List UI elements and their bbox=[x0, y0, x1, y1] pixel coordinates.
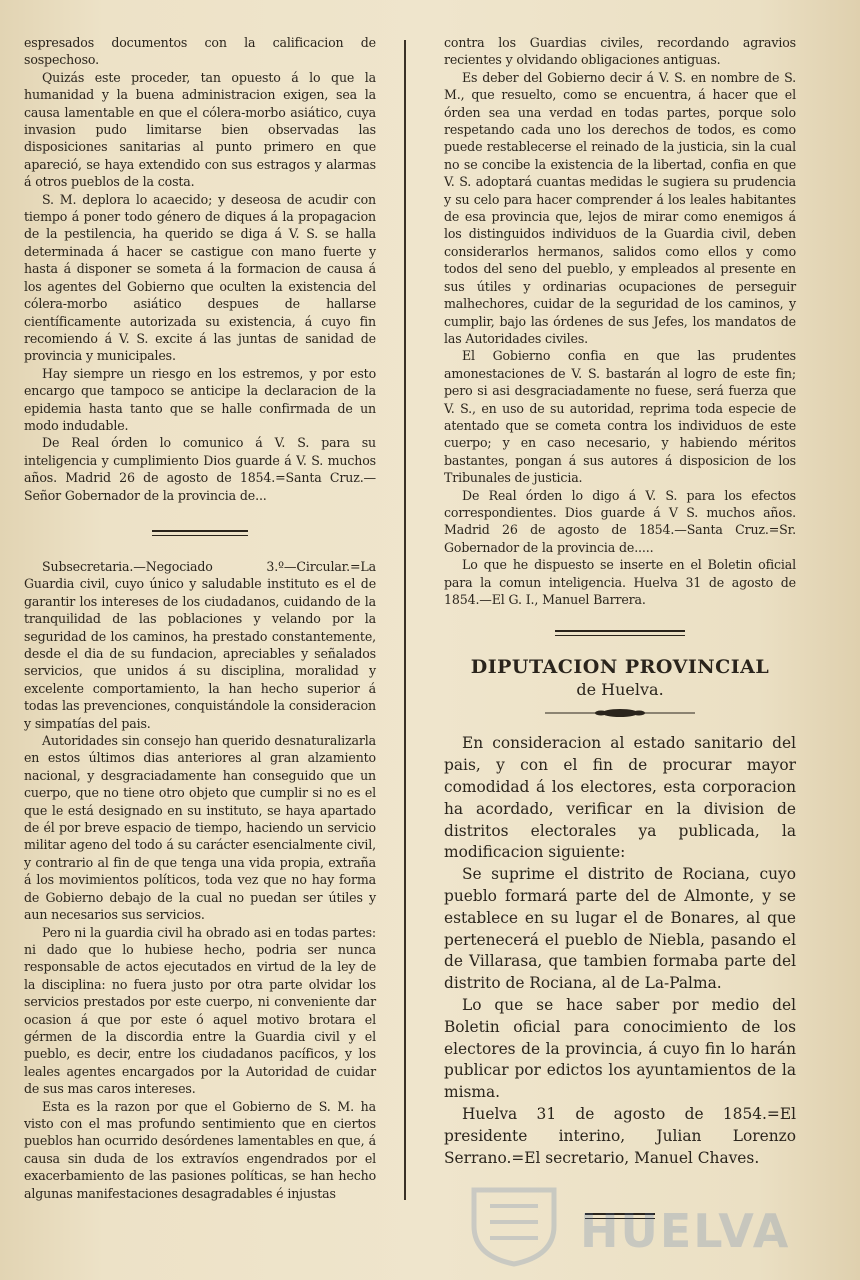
right-paragraph-4: De Real órden lo digo á V. S. para los efectos correspondientes. Dios guarde á V S. muchos años. Madrid 26 de agosto de 1854.—Santa Cruz.=Sr. Gobernador de la provincia de..... bbox=[444, 487, 796, 555]
section-heading: DIPUTACION PROVINCIAL bbox=[470, 656, 770, 679]
left-paragraph-3: S. M. deplora lo acaecido; y deseosa de acudir con tiempo á poner todo género de diques á la propagacion de la pestilencia, ha querido se diga á V. S. se halla determinada á hacer se castigue con mano fuerte y hasta á disponer se someta á la formacion de causa á los agentes del Gobierno que oculten la existencia del cólera-morbo asiático despues de hallarse científicamente autorizada su existencia, á cuyo fin recomiendo á V. S. excite á las juntas de sanidad de provincia y municipales. bbox=[24, 191, 376, 364]
left-paragraph-7: Autoridades sin consejo han querido desnaturalizarla en estos últimos dias anteriores al gran alzamiento nacional, y desgraciadamente han conseguido que un cuerpo, que no tiene otro objeto que cumplir si no es el que le está designado en su instituto, se haya apartado de él por breve espacio de tiempo, haciendo un servicio militar ageno del todo á su carácter esencialmente civil, y contrario al fin de que tenga una vida propia, extraña á los movimientos políticos, toda vez que no hay forma de Gobierno debajo de la cual no puedan ser útiles y aun necesarios sus servicios. bbox=[24, 733, 376, 923]
watermark-emblem-icon bbox=[454, 1176, 574, 1268]
notice-paragraph-1: En consideracion al estado sanitario del pais, y con el fin de procurar mayor comodidad á los electores, esta corporacion ha acordado, verificar en la division de distritos electorales ya publicada, la modificacion siguiente: bbox=[444, 734, 796, 862]
left-paragraph-1: espresados documentos con la calificacion de sospechoso. bbox=[24, 35, 376, 68]
right-column bbox=[444, 34, 796, 1237]
right-paragraph-2: Es deber del Gobierno decir á V. S. en nombre de S. M., que resuelto, como se encuentra, á hacer que el órden sea una verdad en todas partes, porque solo respetando cada uno los derechos de todos, es como puede restablecerse el reinado de la justicia, sin la cual no se concibe la existencia de la libertad, confia en que V. S. adoptará cuantas medidas le sugiera su prudencia y su celo para hacer comprender á los leales habitantes de esa provincia que, lejos de mirar como enemigos á los distinguidos individuos de la Guardia civil, deben considerarlos hermanos, salidos como ellos y como todos del seno del pueblo, y empleados al presente en sus útiles y ordinarias ocupaciones de perseguir malhechores, cuidar de la seguridad de los caminos, y cumplir, bajo las órdenes de sus Jefes, los mandatos de las Autoridades civiles. bbox=[444, 69, 796, 346]
diputacion-notice bbox=[444, 733, 796, 1169]
section-subheading: de Huelva. bbox=[576, 680, 664, 700]
left-paragraph-2: Quizás este proceder, tan opuesto á lo que la humanidad y la buena administracion exigen, sea la causa lamentable en que el cólera-morbo asiático, cuya invasion pudo limitarse bien observadas las disposiciones sanitarias al punto primero en que apareció, se haya extendido con sus estragos y alarmas á otros pueblos de la costa. bbox=[24, 69, 376, 190]
watermark-text: HUELVA bbox=[580, 1204, 791, 1258]
right-paragraph-3: El Gobierno confia en que las prudentes amonestaciones de V. S. bastarán al logro de este fin; pero si asi desgraciadamente no fuese, será fuerza que V. S., en uso de su autoridad, reprima toda especie de atentado que se cometa contra los individuos de este cuerpo; y en caso necesario, y habiendo méritos bastantes, pongan á sus autores á disposicion de los Tribunales de justicia. bbox=[444, 348, 796, 486]
notice-signature: Huelva 31 de agosto de 1854.=El presidente interino, Julian Lorenzo Serrano.=El secretario, Manuel Chaves. bbox=[444, 1104, 796, 1167]
right-continuation bbox=[444, 34, 796, 608]
watermark-logo bbox=[454, 1176, 791, 1268]
right-paragraph-1: contra los Guardias civiles, recordando agravios recientes y olvidando obligaciones antiguas. bbox=[444, 35, 796, 68]
left-paragraph-8: Pero ni la guardia civil ha obrado asi en todas partes: ni dado que lo hubiese hecho, podria ser nunca responsable de actos ejecutados en virtud de la ley de la disciplina: no fuera justo por otra parte olvidar los servicios prestados por este cuerpo, ni conveniente dar ocasion á que por este ó aquel motivo brotara el gérmen de la discordia entre la Guardia civil y el pueblo, es decir, entre los ciudadanos pacíficos, y los leales agentes encargados por la Autoridad de cuidar de sus mas caros intereses. bbox=[24, 924, 376, 1097]
left-paragraph-5: De Real órden lo comunico á V. S. para su inteligencia y cumplimiento Dios guarde á V. S. muchos años. Madrid 26 de agosto de 1854.=Santa Cruz.—Señor Gobernador de la provincia de... bbox=[24, 435, 376, 503]
ornament-divider bbox=[545, 707, 695, 719]
left-column bbox=[24, 34, 376, 1202]
left-paragraph-4: Hay siempre un riesgo en los estremos, y por esto encargo que tampoco se anticipe la declaracion de la epidemia hasta tanto que se halle confirmada de un modo indudable. bbox=[24, 365, 376, 433]
right-paragraph-5: Lo que he dispuesto se inserte en el Boletin oficial para la comun inteligencia. Huelva 31 de agosto de 1854.—El G. I., Manuel Barrera. bbox=[444, 557, 796, 607]
section-divider-right bbox=[555, 630, 685, 636]
left-paragraph-6: Subsecretaria.—Negociado 3.º—Circular.=La Guardia civil, cuyo único y saludable instituto es el de garantir los intereses de los ciudadanos, cuidando de la tranquilidad de las poblaciones y velando por la seguridad de los caminos, ha prestado constantemente, desde el dia de su fundacion, apreciables y señalados servicios, que unidos á su disciplina, moralidad y excelente comportamiento, la han hecho superior á todas las prevenciones, conquistándole la consideracion y simpatías del pais. bbox=[24, 558, 376, 731]
left-paragraph-9: Esta es la razon por que el Gobierno de S. M. ha visto con el mas profundo sentimiento que en ciertos pueblos han ocurrido desórdenes lamentables en que, á causa sin duda de los extravíos engendrados por el exacerbamiento de las pasiones políticas, se han hecho algunas manifestaciones desagradables é injustas bbox=[24, 1098, 376, 1201]
notice-paragraph-2: Se suprime el distrito de Rociana, cuyo pueblo formará parte del de Almonte, y se establece en su lugar el de Bonares, al que pertenecerá el pueblo de Niebla, pasando el de Villarasa, que tambien formaba parte del distrito de Rociana, al de La-Palma. bbox=[444, 865, 796, 993]
section-divider bbox=[152, 530, 248, 536]
column-separator bbox=[404, 40, 406, 1200]
notice-paragraph-3: Lo que se hace saber por medio del Boletin oficial para conocimiento de los electores de la provincia, á cuyo fin lo harán publicar por edictos los ayuntamientos de la misma. bbox=[444, 995, 796, 1102]
